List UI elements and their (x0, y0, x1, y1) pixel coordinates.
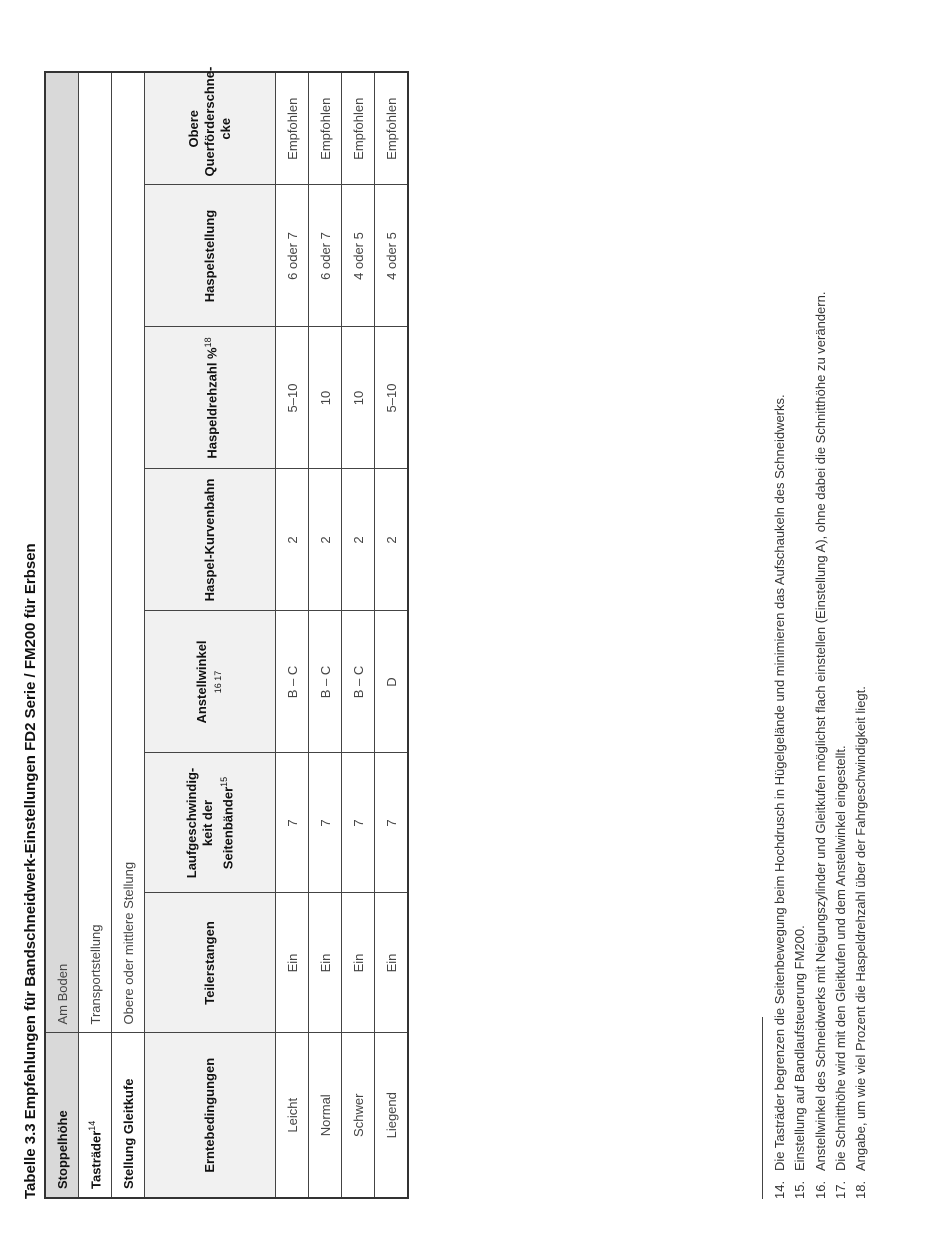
footnote-text: Die Schnitthöhe wird mit den Gleitkufen und dem Anstellwinkel eingestellt. (832, 745, 848, 1171)
cell: D (375, 611, 409, 753)
row-stoppelhoehe (45, 72, 79, 1198)
cell: 6 oder 7 (276, 185, 309, 327)
table-row (375, 72, 409, 1198)
cell: Liegend (375, 1033, 409, 1198)
footnote-ref: 15 (218, 776, 229, 787)
row-label: Stoppelhöhe (45, 1033, 79, 1198)
footnote-number: 17. (832, 1180, 848, 1199)
cell: 2 (375, 469, 409, 611)
cell: Normal (309, 1033, 342, 1198)
cell: 4 oder 5 (342, 185, 375, 327)
header-text: Anstellwinkel (194, 640, 209, 724)
footnote-number: 18. (853, 1180, 869, 1199)
header-haspel-kurvenbahn: Haspel-Kurvenbahn (145, 469, 276, 611)
footnote (851, 292, 871, 1199)
cell: 10 (342, 327, 375, 469)
footnote (770, 292, 790, 1199)
header-haspelstellung: Haspelstellung (145, 185, 276, 327)
cell: 6 oder 7 (309, 185, 342, 327)
table-caption: Tabelle 3.3 Empfehlungen für Bandschneidwerk-Einstellungen FD2 Serie / FM200 für Erbsen (22, 543, 39, 1199)
cell: Leicht (276, 1033, 309, 1198)
cell: 4 oder 5 (375, 185, 409, 327)
cell: B – C (276, 611, 309, 753)
cell: 7 (309, 753, 342, 893)
row-tastraeder (79, 72, 112, 1198)
cell: Ein (375, 893, 409, 1033)
cell: B – C (309, 611, 342, 753)
header-erntebedingungen: Erntebedingungen (145, 1033, 276, 1198)
cell: Empfohlen (342, 72, 375, 185)
footnote-text: Angabe, um wie viel Prozent die Haspeldrehzahl über der Fahrgeschwindigkeit liegt. (853, 686, 869, 1171)
cell: Ein (276, 893, 309, 1033)
row-stellung-gleitkufe (112, 72, 145, 1198)
cell: B – C (342, 611, 375, 753)
row-value: Am Boden (45, 72, 79, 1033)
cell: Empfohlen (276, 72, 309, 185)
cell: Schwer (342, 1033, 375, 1198)
footnote-text: Die Tasträder begrenzen die Seitenbewegung beim Hochdrusch in Hügelgelände und minimieren das Aufschaukeln des Schneidwerks. (772, 394, 787, 1171)
cell: 2 (342, 469, 375, 611)
footnote (831, 292, 851, 1199)
footnote-text: Anstellwinkel des Schneidwerks mit Neigungszylinder und Gleitkufen möglichst flach einstellen (Einstellung A), ohne dabei die Schnitthöhe zu verändern. (812, 291, 828, 1171)
footnote-ref: 14 (86, 1120, 97, 1131)
table-row (309, 72, 342, 1198)
cell: Empfohlen (309, 72, 342, 185)
header-laufgeschwindigkeit (145, 753, 276, 893)
row-label: Stellung Gleitkufe (112, 1033, 145, 1198)
cell: 7 (342, 753, 375, 893)
row-label (79, 1033, 112, 1198)
footnote (790, 292, 810, 1199)
cell: Ein (342, 893, 375, 1033)
header-querfoerderschnecke: Obere Querförderschne-cke (145, 72, 276, 185)
footnote-ref: 16 17 (213, 670, 223, 694)
header-anstellwinkel (145, 611, 276, 753)
row-value: Obere oder mittlere Stellung (112, 72, 145, 1033)
settings-table (44, 66, 409, 1199)
cell: 2 (309, 469, 342, 611)
footnote (811, 292, 831, 1199)
header-row (145, 72, 276, 1198)
cell: 7 (276, 753, 309, 893)
cell: 5–10 (375, 327, 409, 469)
footnote-text: Einstellung auf Bandlaufsteuerung FM200. (792, 925, 808, 1171)
cell: 10 (309, 327, 342, 469)
footnote-number: 16. (812, 1180, 828, 1199)
footnotes (770, 292, 871, 1199)
cell: Ein (309, 893, 342, 1033)
table-row (276, 72, 309, 1198)
cell: Empfohlen (375, 72, 409, 185)
header-haspeldrehzahl (145, 327, 276, 469)
footnote-ref: 18 (202, 337, 213, 348)
footnote-divider (762, 1017, 763, 1199)
header-text: Haspeldrehzahl % (204, 347, 220, 459)
cell: 7 (375, 753, 409, 893)
header-text: Laufgeschwindig-keit der Seitenbänder (183, 767, 236, 879)
table-row (342, 72, 375, 1198)
cell: 2 (276, 469, 309, 611)
footnote-number: 14. (772, 1180, 787, 1199)
row-value: Transportstellung (79, 72, 112, 1033)
header-teilerstangen: Teilerstangen (145, 893, 276, 1033)
row-label-text: Tasträder (88, 1130, 104, 1189)
footnote-number: 15. (792, 1180, 808, 1199)
cell: 5–10 (276, 327, 309, 469)
